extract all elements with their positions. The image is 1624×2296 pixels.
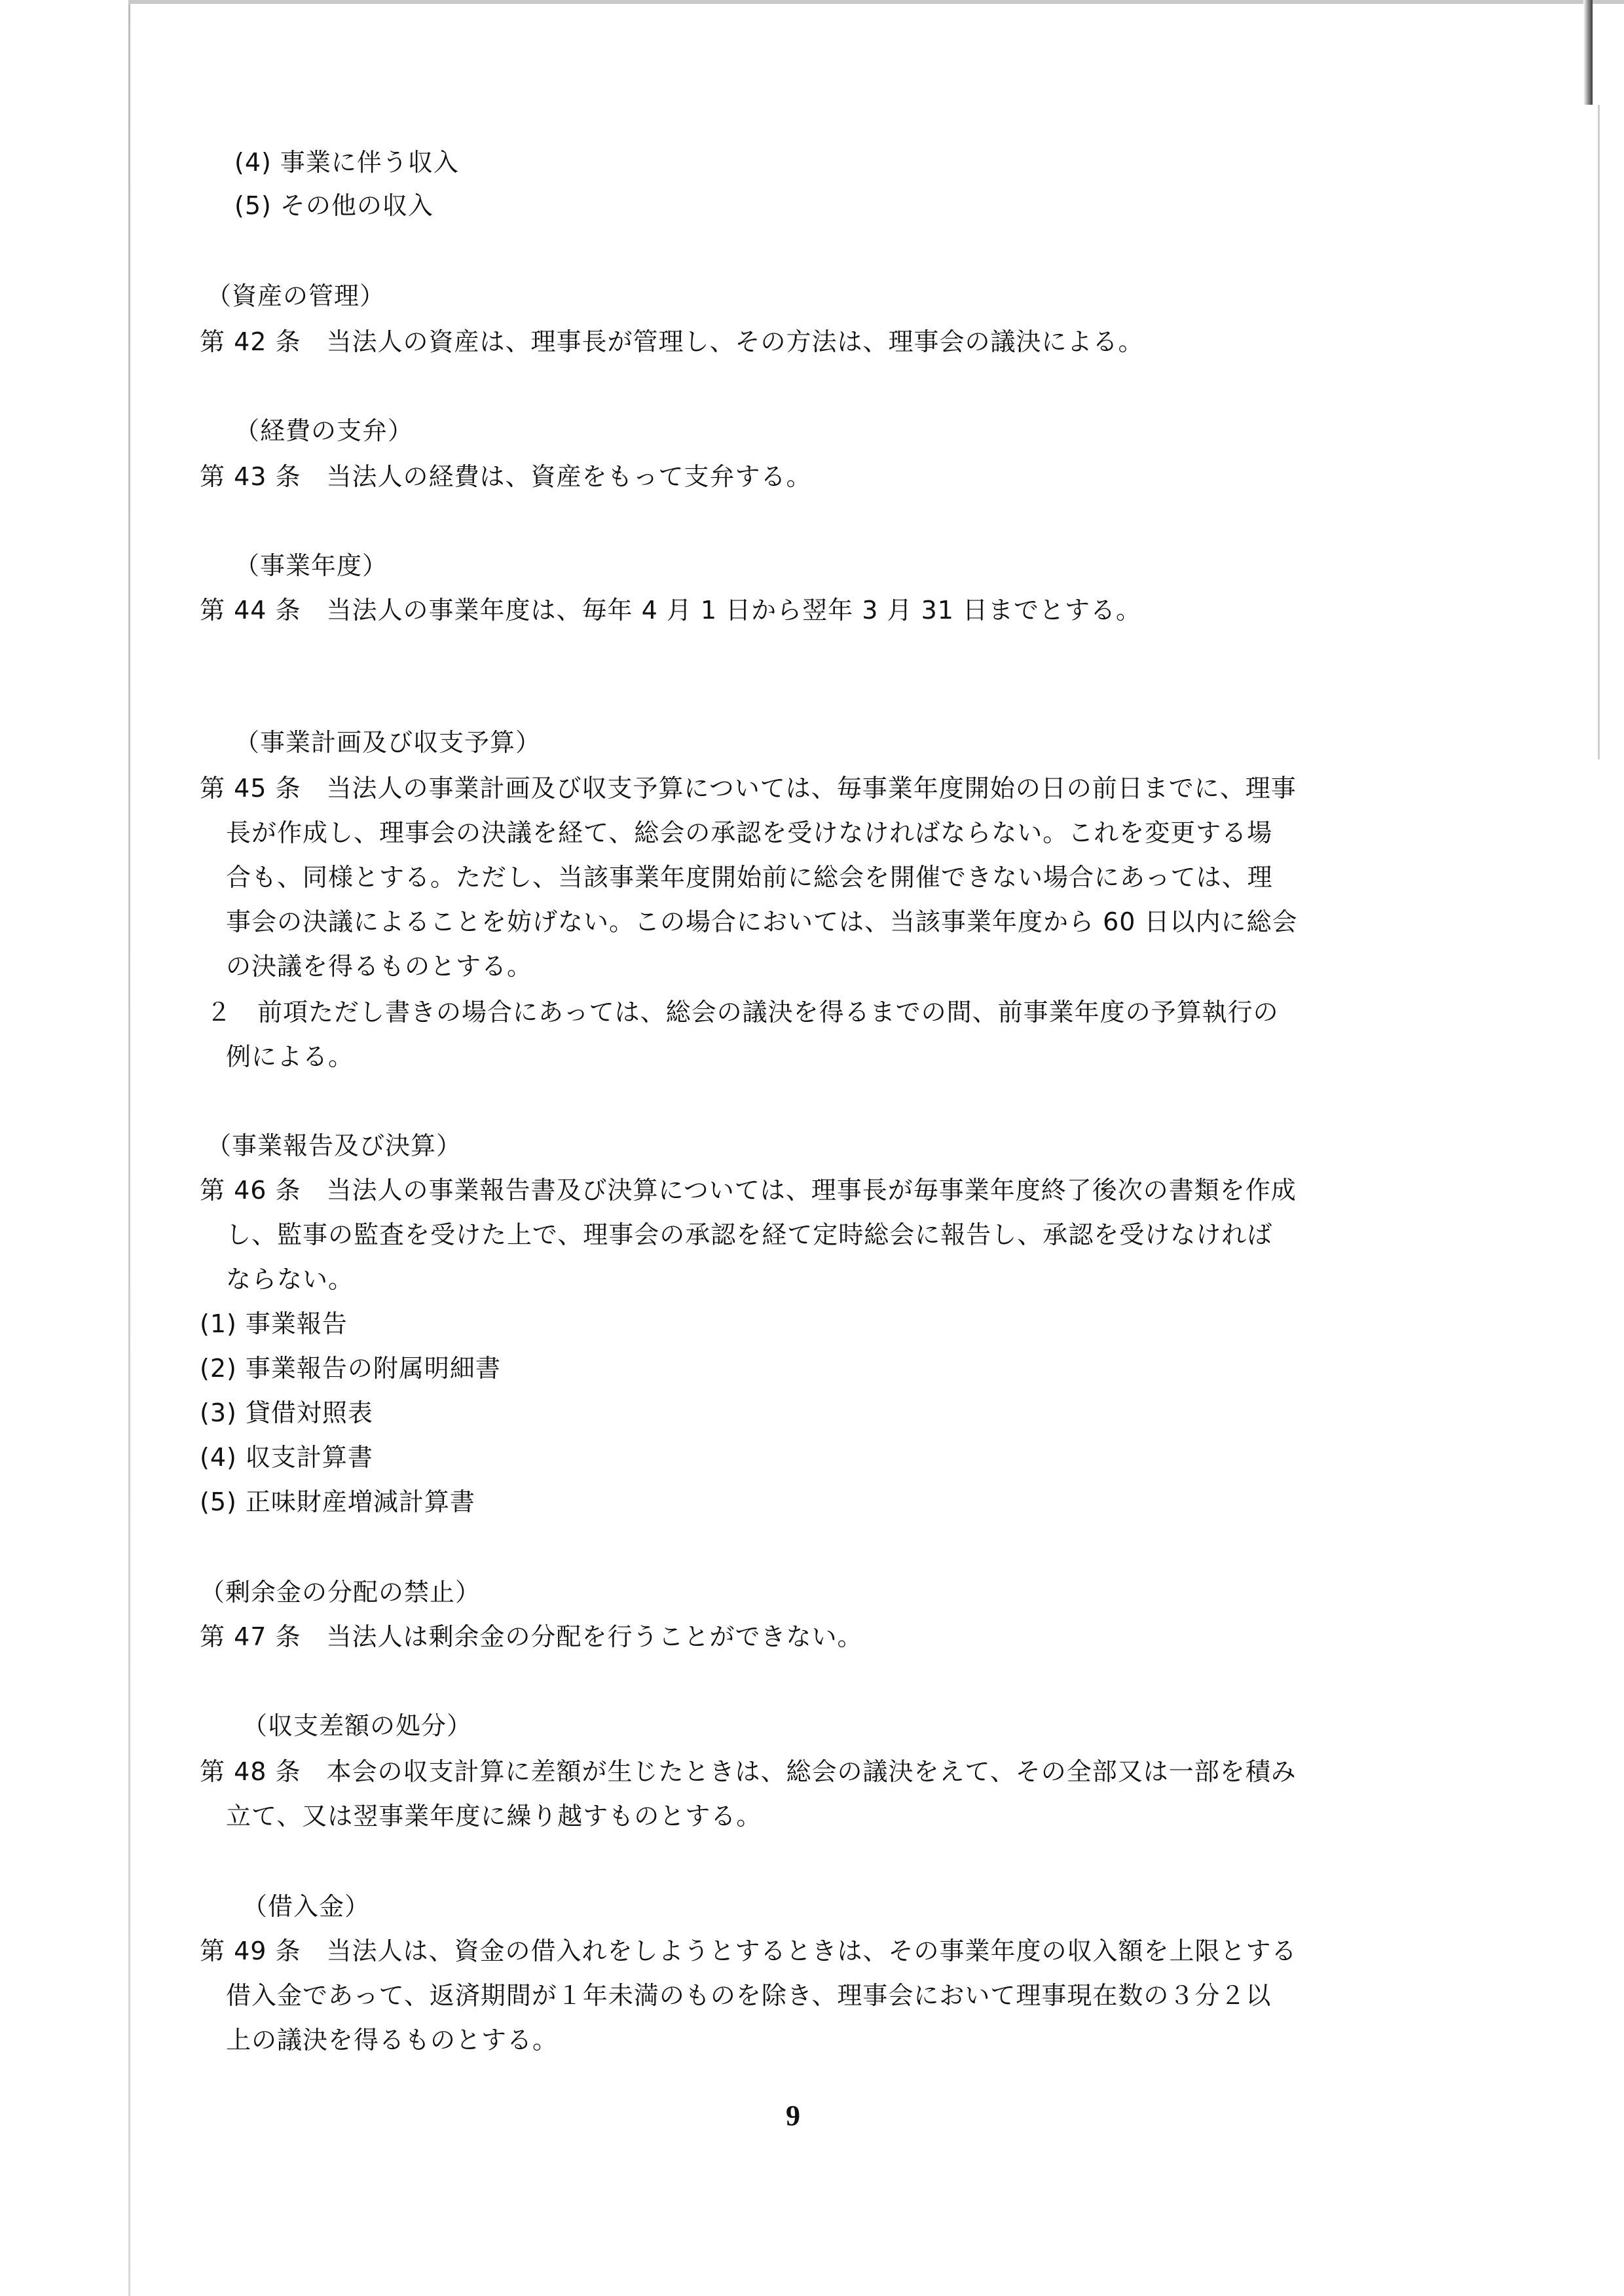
list-item-document-3: (3) 貸借対照表: [200, 1398, 373, 1427]
article-45-line-4: 事会の決議によることを妨げない。この場合においては、当該事業年度から 60 日以内に総会: [226, 907, 1298, 936]
scan-edge-right: [1583, 0, 1593, 105]
heading-expenses: （経費の支弁）: [234, 416, 414, 445]
article-45-line-1: 第 45 条 当法人の事業計画及び収支予算については、毎事業年度開始の日の前日までに、理事: [200, 774, 1297, 803]
heading-balance-disposition: （収支差額の処分）: [242, 1711, 473, 1740]
list-item-document-1: (1) 事業報告: [200, 1309, 348, 1338]
list-item-document-5: (5) 正味財産増減計算書: [200, 1487, 475, 1516]
list-item-document-4: (4) 収支計算書: [200, 1443, 373, 1472]
heading-surplus-distribution-ban: （剰余金の分配の禁止）: [200, 1578, 481, 1607]
heading-fiscal-year: （事業年度）: [234, 551, 388, 580]
article-45-line-2: 長が作成し、理事会の決議を経て、総会の承認を受けなければならない。これを変更する場: [226, 818, 1273, 847]
article-45-para-2-line-2: 例による。: [226, 1042, 354, 1071]
heading-business-report-settlement: （事業報告及び決算）: [206, 1131, 462, 1160]
article-46-line-2: し、監事の監査を受けた上で、理事会の承認を経て定時総会に報告し、承認を受けなければ: [226, 1220, 1273, 1249]
article-49-line-1: 第 49 条 当法人は、資金の借入れをしようとするときは、その事業年度の収入額を上限とする: [200, 1937, 1297, 1965]
article-45-line-3: 合も、同様とする。ただし、当該事業年度開始前に総会を開催できない場合にあっては、理: [226, 863, 1273, 892]
article-42: 第 42 条 当法人の資産は、理事長が管理し、その方法は、理事会の議決による。: [200, 327, 1144, 356]
list-item-income-4: (4) 事業に伴う収入: [234, 148, 459, 177]
list-item-income-5: (5) その他の収入: [234, 191, 434, 220]
list-item-document-2: (2) 事業報告の附属明細書: [200, 1354, 501, 1383]
heading-business-plan-budget: （事業計画及び収支予算）: [234, 728, 542, 757]
page-number: 9: [786, 2100, 800, 2132]
article-48-line-1: 第 48 条 本会の収支計算に差額が生じたときは、総会の議決をえて、その全部又は一部を積み: [200, 1757, 1297, 1786]
article-45-para-2-line-1: ２ 前項ただし書きの場合にあっては、総会の議決を得るまでの間、前事業年度の予算執行の: [206, 998, 1279, 1027]
scan-edge-right-line: [1598, 105, 1600, 759]
article-44: 第 44 条 当法人の事業年度は、毎年 4 月 1 日から翌年 3 月 31 日までとする。: [200, 596, 1142, 625]
scan-edge-top: [128, 0, 1624, 4]
article-48-line-2: 立て、又は翌事業年度に繰り越すものとする。: [226, 1802, 762, 1831]
article-46-line-1: 第 46 条 当法人の事業報告書及び決算については、理事長が毎事業年度終了後次の書類を作成: [200, 1176, 1297, 1205]
heading-borrowings: （借入金）: [242, 1892, 371, 1921]
article-45-line-5: の決議を得るものとする。: [226, 952, 533, 981]
article-43: 第 43 条 当法人の経費は、資産をもって支弁する。: [200, 462, 812, 491]
heading-asset-management: （資産の管理）: [206, 282, 386, 310]
article-46-line-3: ならない。: [226, 1265, 354, 1294]
article-49-line-3: 上の議決を得るものとする。: [226, 2026, 559, 2054]
article-49-line-2: 借入金であって、返済期間が１年未満のものを除き、理事会において理事現在数の３分２以: [226, 1981, 1272, 2010]
scan-edge-left: [128, 0, 130, 2296]
article-47: 第 47 条 当法人は剰余金の分配を行うことができない。: [200, 1622, 863, 1651]
